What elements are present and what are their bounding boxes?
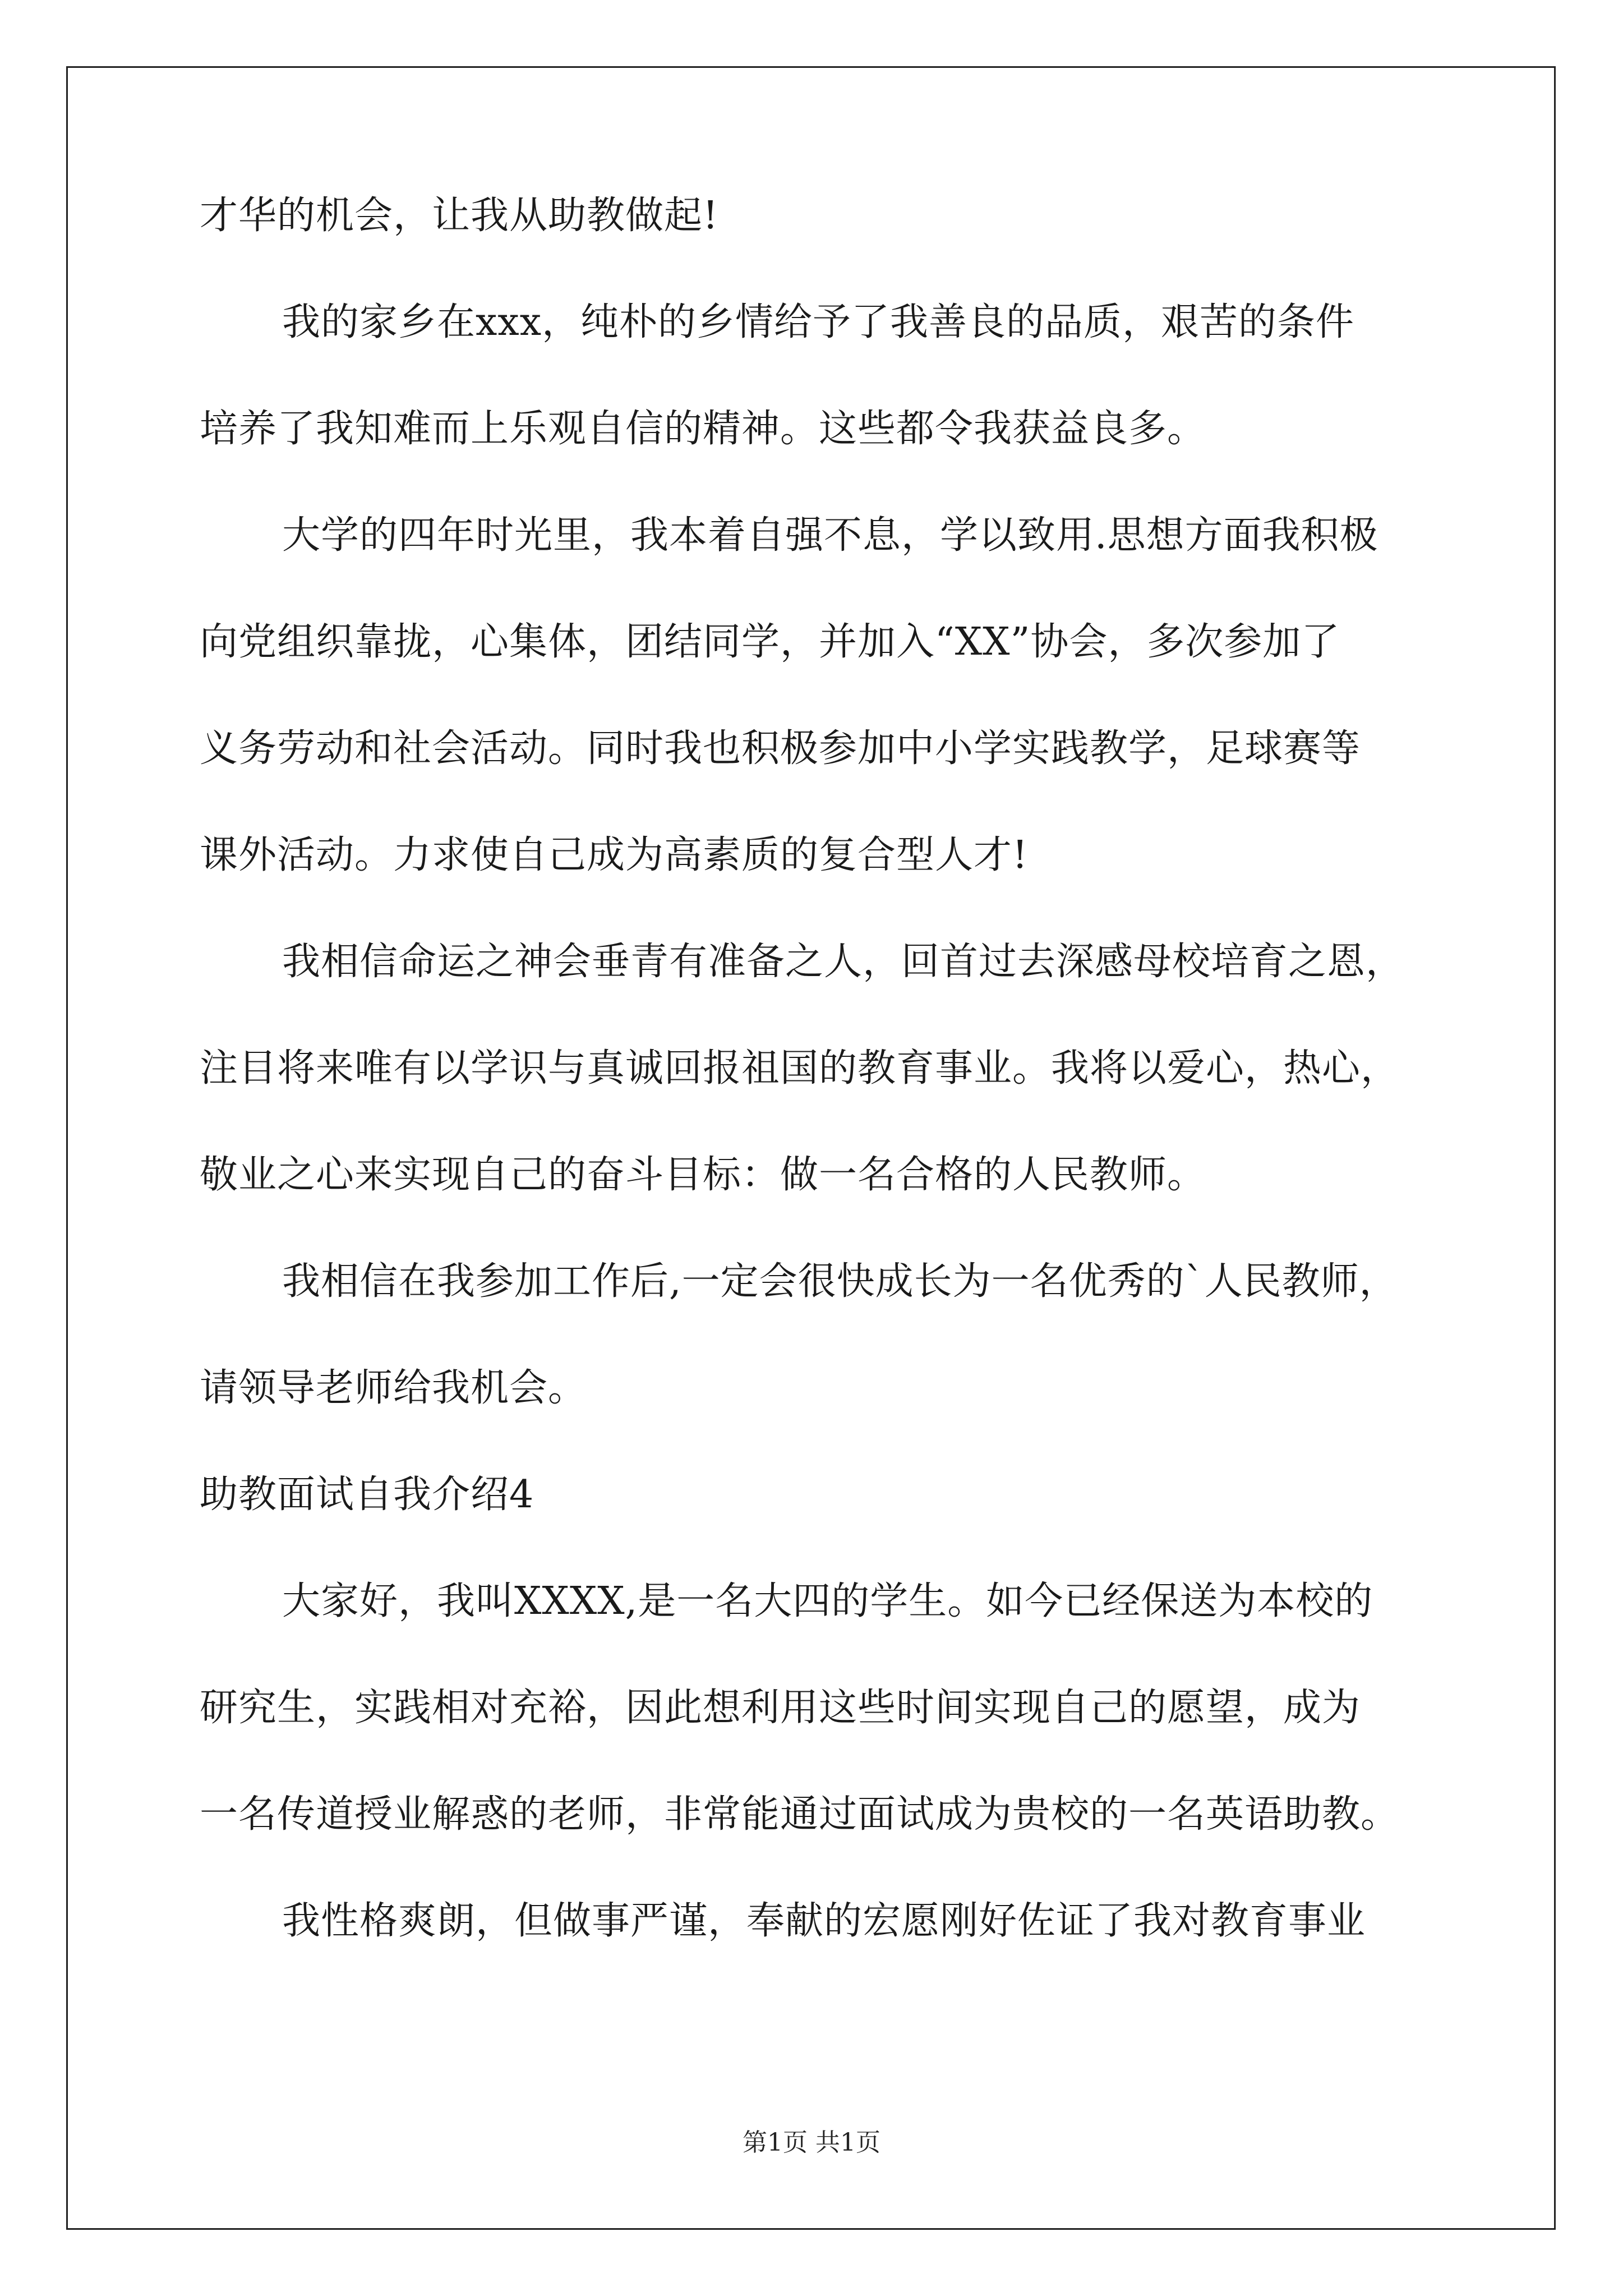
text-line: 我相信命运之神会垂青有准备之人，回首过去深感母校培育之恩， bbox=[282, 940, 1405, 984]
text-line: 研究生，实践相对充裕，因此想利用这些时间实现自己的愿望，成为 bbox=[200, 1686, 1361, 1730]
text-line: 我相信在我参加工作后,一定会很快成长为一名优秀的`人民教师， bbox=[282, 1259, 1398, 1304]
page-number-footer: 第1页 共1页 bbox=[743, 2128, 880, 2157]
text-line: 培养了我知难而上乐观自信的精神。这些都令我获益良多。 bbox=[200, 407, 1206, 451]
text-line: 大学的四年时光里，我本着自强不息，学以致用.思想方面我积极 bbox=[282, 513, 1378, 558]
text-line: 注目将来唯有以学识与真诚回报祖国的教育事业。我将以爱心，热心， bbox=[200, 1046, 1400, 1091]
text-line: 我性格爽朗，但做事严谨，奉献的宏愿刚好佐证了我对教育事业 bbox=[282, 1899, 1366, 1943]
text-line: 敬业之心来实现自己的奋斗目标：做一名合格的人民教师。 bbox=[200, 1153, 1206, 1197]
section-heading: 助教面试自我介绍4 bbox=[200, 1473, 534, 1517]
text-line: 一名传道授业解惑的老师，非常能通过面试成为贵校的一名英语助教。 bbox=[200, 1792, 1400, 1837]
text-line: 我的家乡在xxx，纯朴的乡情给予了我善良的品质，艰苦的条件 bbox=[282, 300, 1355, 344]
text-line: 大家好，我叫XXXX,是一名大四的学生。如今已经保送为本校的 bbox=[282, 1579, 1373, 1623]
text-line: 课外活动。力求使自己成为高素质的复合型人才! bbox=[200, 833, 1029, 877]
text-line: 义务劳动和社会活动。同时我也积极参加中小学实践教学，足球赛等 bbox=[200, 726, 1361, 771]
text-line: 才华的机会，让我从助教做起! bbox=[200, 194, 719, 238]
text-line: 向党组织靠拢，心集体，团结同学，并加入“XX”协会，多次参加了 bbox=[200, 620, 1340, 664]
text-line: 请领导老师给我机会。 bbox=[200, 1366, 587, 1410]
